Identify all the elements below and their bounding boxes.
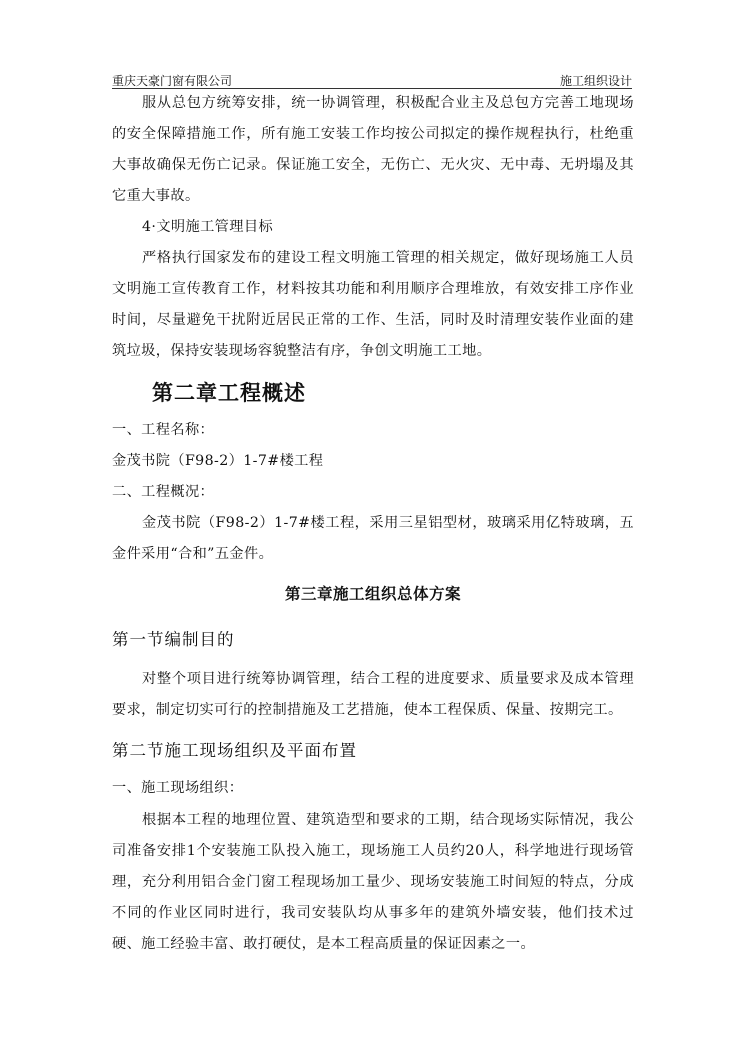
- item4-title: 4·文明施工管理目标: [142, 219, 274, 235]
- project-name: 金茂书院（F98-2）1-7#楼工程: [112, 453, 324, 469]
- page-header: [112, 72, 632, 88]
- chapter3-title: 第三章施工组织总体方案: [284, 585, 461, 603]
- section1-title: 第一节编制目的: [112, 630, 235, 649]
- header-doc-title: 施工组织设计: [559, 74, 632, 88]
- paragraph-site: 根据本工程的地理位置、建筑造型和要求的工期，结合现场实际情况，我公司准备安排1个安装施工队投入施工，现场施工人员约20人，科学地进行现场管理，充分利用铝合金门窗工程现场加工量少、现场安装施工时间短的特点，分成不同的作业区同时进行，我司安装队均从事多年的建筑外墙安装，他们技术过硬、施工经验丰富、敢打硬仗，是本工程高质量的保证因素之一。: [112, 812, 634, 952]
- header-company: 重庆天豪门窗有限公司: [112, 74, 233, 88]
- paragraph-overview: 金茂书院（F98-2）1-7#楼工程，采用三星铝型材，玻璃采用亿特玻璃，五金件采用“合和”五金件。: [112, 515, 634, 562]
- section2-title: 第二节施工现场组织及平面布置: [112, 741, 357, 760]
- project-overview-label: 二、工程概况：: [112, 484, 215, 500]
- paragraph-purpose: 对整个项目进行统筹协调管理，结合工程的进度要求、质量要求及成本管理要求，制定切实可行的控制措施及工艺措施，使本工程保质、保量、按期完工。: [112, 671, 634, 718]
- paragraph-safety: 服从总包方统筹安排，统一协调管理，积极配合业主及总包方完善工地现场的安全保障措施工作，所有施工安装工作均按公司拟定的操作规程执行，杜绝重大事故确保无伤亡记录。保证施工安全，无伤亡、无火灾、无中毒、无坍塌及其它重大事故。: [112, 95, 634, 204]
- project-name-label: 一、工程名称：: [112, 422, 215, 438]
- paragraph-civil: 严格执行国家发布的建设工程文明施工管理的相关规定，做好现场施工人员文明施工宣传教育工作，材料按其功能和利用顺序合理堆放，有效安排工序作业时间，尽量避免干扰附近居民正常的工作、生活，同时及时清理安装作业面的建筑垃圾，保持安装现场容貌整洁有序，争创文明施工工地。: [112, 250, 634, 359]
- chapter2-title: 第二章工程概述: [152, 381, 306, 405]
- site-org-label: 一、施工现场组织：: [112, 780, 244, 796]
